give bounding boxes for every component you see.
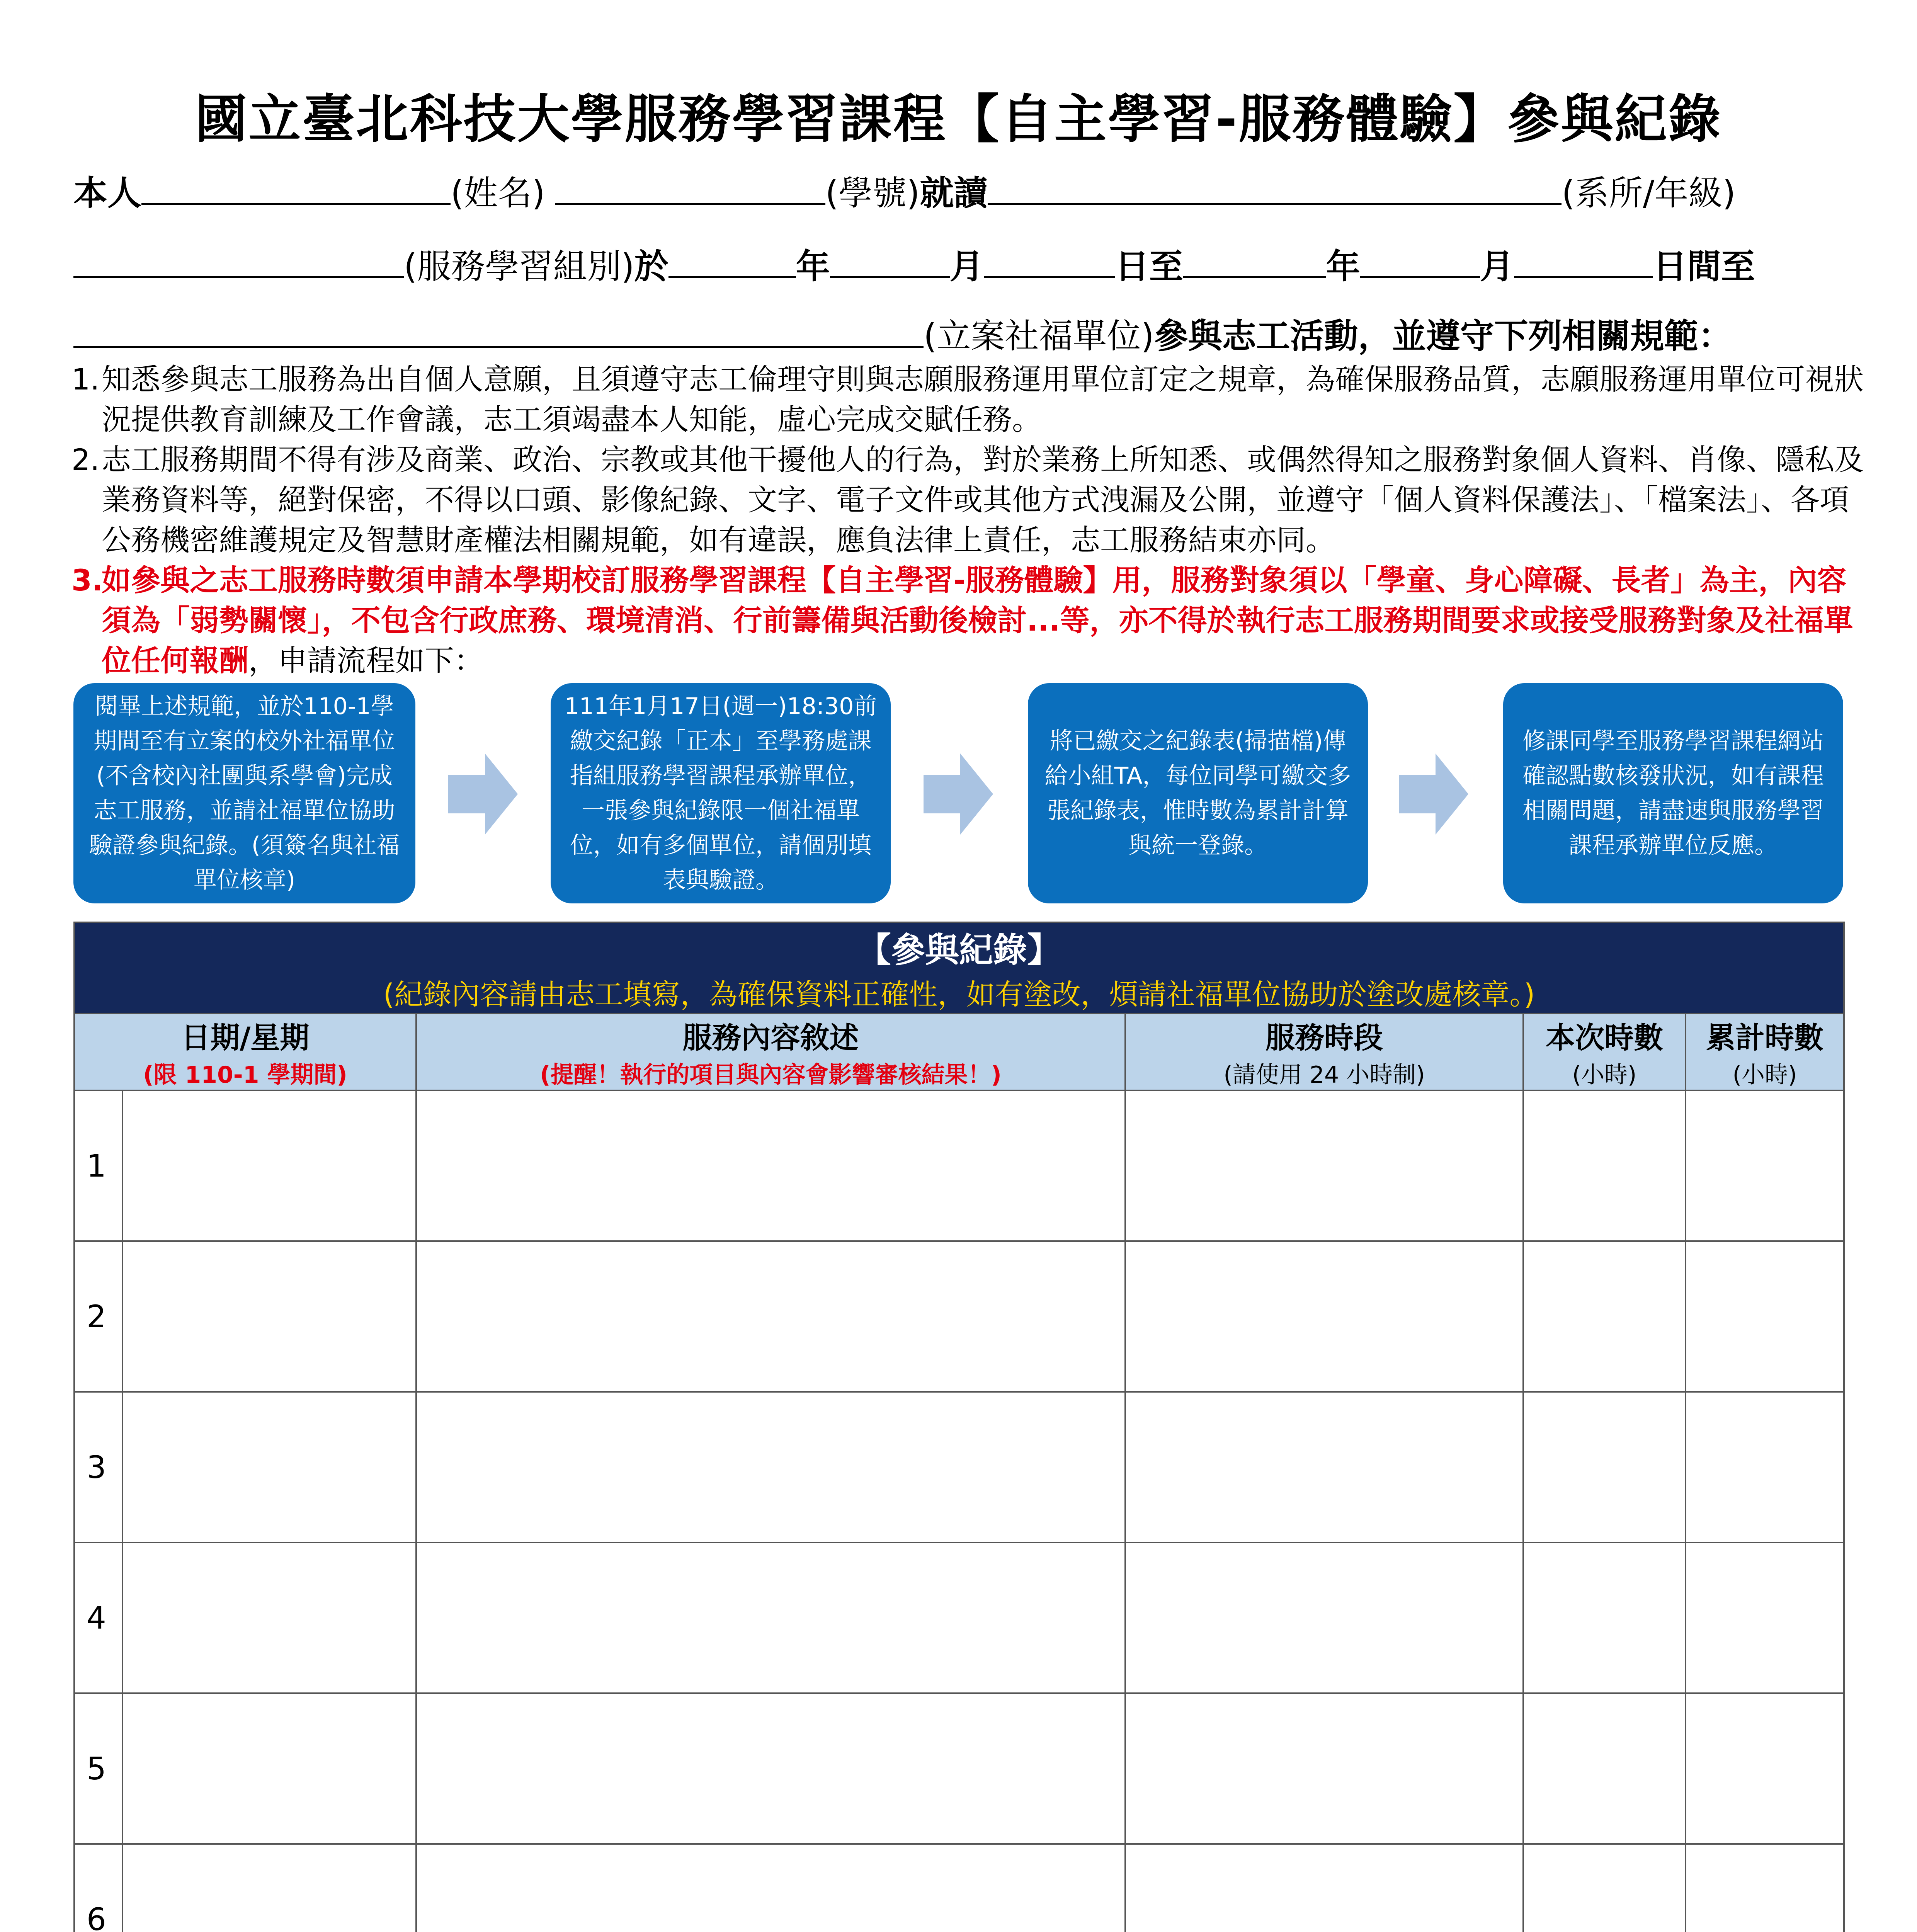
- label-day-end: 日間至: [1653, 247, 1755, 286]
- label-year-2: 年: [1326, 247, 1360, 286]
- time-cell[interactable]: [1125, 1241, 1523, 1392]
- content-cell[interactable]: [416, 1693, 1125, 1844]
- hours-cell[interactable]: [1523, 1392, 1686, 1543]
- page-title: 國立臺北科技大學服務學習課程【自主學習-服務體驗】參與紀錄: [195, 89, 1722, 150]
- header-line-1: [73, 166, 1736, 215]
- hours-cell[interactable]: [1523, 1543, 1686, 1693]
- rule-number: 1.: [71, 362, 100, 396]
- record-banner: [74, 922, 1844, 1014]
- rule-text: 志工服務期間不得有涉及商業、政治、宗教或其他干擾他人的行為，對於業務上所知悉、或偶然得知之服務對象個人資料、肖像、隱私及業務資料等，絕對保密，不得以口頭、影像紀錄、文字、電子文件或其他方式洩漏及公開，並遵守「個人資料保護法」、「檔案法」、各項公務機密維護規定及智慧財產權法相關規範，如有違誤，應負法律上責任，志工服務結束亦同。: [102, 442, 1864, 557]
- rule-text: 知悉參與志工服務為出自個人意願，且須遵守志工倫理守則與志願服務運用單位訂定之規章，為確保服務品質，志願服務運用單位可視狀況提供教育訓練及工作會議，志工須竭盡本人知能，虛心完成交賦任務。: [102, 362, 1864, 437]
- group-field[interactable]: [73, 245, 404, 278]
- student-id-field[interactable]: [555, 172, 825, 205]
- table-row: [74, 1090, 1844, 1241]
- label-self: 本人: [73, 173, 142, 213]
- col-date-title: 日期/星期: [181, 1020, 310, 1055]
- content-cell[interactable]: [416, 1090, 1125, 1241]
- row-number: 4: [74, 1543, 122, 1693]
- col-total-title: 累計時數: [1706, 1020, 1824, 1055]
- name-field[interactable]: [141, 172, 451, 205]
- record-note: (紀錄內容請由志工填寫，為確保資料正確性，如有塗改，煩請社福單位協助於塗改處核章。): [383, 978, 1535, 1011]
- label-participate: 參與志工活動，並遵守下列相關規範：: [1154, 316, 1732, 356]
- hours-cell[interactable]: [1523, 1693, 1686, 1844]
- col-content-note: (提醒！執行的項目與內容會影響審核結果！): [540, 1061, 1002, 1088]
- record-title: 【參與紀錄】: [857, 930, 1061, 970]
- label-year: 年: [796, 247, 830, 286]
- col-hours-title: 本次時數: [1546, 1020, 1663, 1055]
- content-cell[interactable]: [416, 1844, 1125, 1932]
- label-day-to: 日至: [1115, 247, 1183, 286]
- time-cell[interactable]: [1125, 1090, 1523, 1241]
- start-year-field[interactable]: [668, 245, 796, 278]
- total-cell[interactable]: [1686, 1543, 1844, 1693]
- col-hours: [1523, 1014, 1686, 1090]
- total-cell[interactable]: [1686, 1392, 1844, 1543]
- arrow-right-icon: [1399, 753, 1468, 835]
- total-cell[interactable]: [1686, 1241, 1844, 1392]
- record-table: [73, 922, 1845, 1932]
- hours-cell[interactable]: [1523, 1090, 1686, 1241]
- label-name: (姓名): [451, 173, 545, 213]
- label-student-id: (學號): [825, 173, 920, 213]
- flow-step-3: 將已繳交之紀錄表(掃描檔)傳給小組TA，每位同學可繳交多張紀錄表，惟時數為累計計算與統一登錄。: [1028, 683, 1368, 903]
- total-cell[interactable]: [1686, 1693, 1844, 1844]
- end-year-field[interactable]: [1183, 245, 1326, 278]
- time-cell[interactable]: [1125, 1543, 1523, 1693]
- arrow-right-icon: [924, 753, 993, 835]
- end-day-field[interactable]: [1514, 245, 1653, 278]
- label-month-2: 月: [1480, 247, 1514, 286]
- time-cell[interactable]: [1125, 1844, 1523, 1932]
- content-cell[interactable]: [416, 1543, 1125, 1693]
- table-row: [74, 1693, 1844, 1844]
- end-month-field[interactable]: [1360, 245, 1480, 278]
- flow-step-2: 111年1月17日(週一)18:30前繳交紀錄「正本」至學務處課指組服務學習課程承辦單位，一張參與紀錄限一個社福單位，如有多個單位，請個別填表與驗證。: [551, 683, 891, 903]
- department-field[interactable]: [988, 172, 1561, 205]
- rule-2: [71, 440, 1868, 560]
- date-cell[interactable]: [122, 1693, 416, 1844]
- hours-cell[interactable]: [1523, 1844, 1686, 1932]
- row-number: 5: [74, 1693, 122, 1844]
- table-row: [74, 1543, 1844, 1693]
- label-studying: 就讀: [920, 173, 988, 213]
- rule-1: [71, 359, 1868, 440]
- time-cell[interactable]: [1125, 1392, 1523, 1543]
- table-row: [74, 1844, 1844, 1932]
- header-line-2: [73, 240, 1755, 288]
- date-cell[interactable]: [122, 1543, 416, 1693]
- total-cell[interactable]: [1686, 1844, 1844, 1932]
- table-row: [74, 1241, 1844, 1392]
- header-line-3: [73, 309, 1732, 358]
- col-content-title: 服務內容敘述: [682, 1020, 859, 1055]
- date-cell[interactable]: [122, 1844, 416, 1932]
- label-month: 月: [949, 247, 984, 286]
- total-cell[interactable]: [1686, 1090, 1844, 1241]
- col-time-title: 服務時段: [1266, 1020, 1383, 1055]
- rule-3: [71, 560, 1868, 681]
- date-cell[interactable]: [122, 1090, 416, 1241]
- label-group: (服務學習組別): [404, 247, 634, 286]
- col-total: [1686, 1014, 1844, 1090]
- start-day-field[interactable]: [984, 245, 1115, 278]
- rule-text-highlight: 如參與之志工服務時數須申請本學期校訂服務學習課程【自主學習-服務體驗】用，服務對象須以「學童、身心障礙、長者」為主，內容須為「弱勢關懷」，不包含行政庶務、環境清消、行前籌備與活動後檢討...等，亦不得於執行志工服務期間要求或接受服務對象及社福單位任何報酬: [102, 563, 1853, 678]
- row-number: 1: [74, 1090, 122, 1241]
- table-row: [74, 1392, 1844, 1543]
- row-number: 6: [74, 1844, 122, 1932]
- label-agency: (立案社福單位): [924, 316, 1154, 356]
- col-content: [416, 1014, 1125, 1090]
- agency-field[interactable]: [73, 315, 924, 348]
- flow-step-4: 修課同學至服務學習課程網站確認點數核發狀況，如有課程相關問題，請盡速與服務學習課程承辦單位反應。: [1503, 683, 1843, 903]
- start-month-field[interactable]: [830, 245, 950, 278]
- hours-cell[interactable]: [1523, 1241, 1686, 1392]
- arrow-right-icon: [448, 753, 518, 835]
- rule-number: 2.: [71, 442, 100, 477]
- col-total-note: (小時): [1732, 1061, 1797, 1088]
- time-cell[interactable]: [1125, 1693, 1523, 1844]
- col-date: [74, 1014, 416, 1090]
- content-cell[interactable]: [416, 1241, 1125, 1392]
- date-cell[interactable]: [122, 1392, 416, 1543]
- col-date-note: (限 110-1 學期間): [143, 1061, 347, 1088]
- content-cell[interactable]: [416, 1392, 1125, 1543]
- rules-list: [71, 359, 1868, 681]
- col-time: [1125, 1014, 1523, 1090]
- label-at: 於: [634, 247, 668, 286]
- rule-number: 3.: [71, 563, 103, 597]
- row-number: 3: [74, 1392, 122, 1543]
- label-department: (系所/年級): [1561, 173, 1736, 213]
- col-time-note: (請使用 24 小時制): [1223, 1061, 1425, 1088]
- rule-text: ，申請流程如下：: [248, 643, 483, 678]
- date-cell[interactable]: [122, 1241, 416, 1392]
- flow-step-1: 閱畢上述規範，並於110-1學期間至有立案的校外社福單位(不含校內社團與系學會)完成志工服務，並請社福單位協助驗證參與紀錄。(須簽名與社福單位核章): [73, 683, 415, 903]
- row-number: 2: [74, 1241, 122, 1392]
- col-hours-note: (小時): [1572, 1061, 1637, 1088]
